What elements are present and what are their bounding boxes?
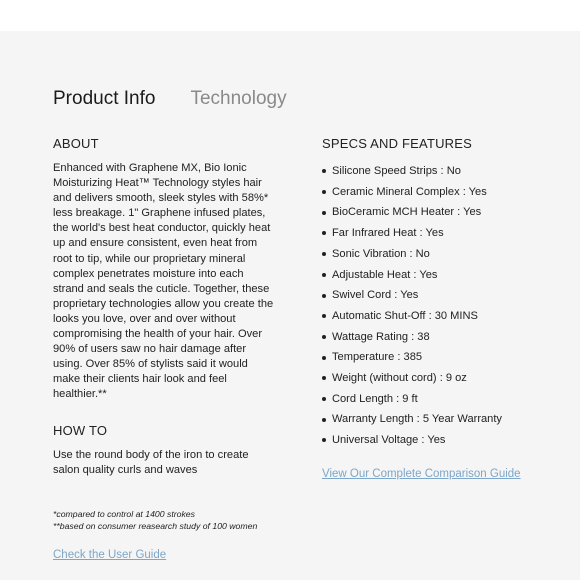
howto-heading: HOW TO — [53, 422, 108, 438]
howto-text: Use the round body of the iron to create salon quality curls and waves — [53, 448, 249, 476]
specs-heading: SPECS AND FEATURES — [322, 136, 473, 151]
spec-item: Cord Length : 9 ft — [322, 389, 562, 410]
about-text: Enhanced with Graphene MX, Bio Ionic Moisturizing Heat™ Technology styles hair and delivers smooth, sleek styles with 58%* less breakage. 1" Graphene infused plates, the world's best heat conductor, quickly heat up and ensure consistent, even heat from root to tip, while our proprietary mineral complex penetrates moisture into each strand and seals the cuticle. Together, these proprietary technologies allow you create the looks you love, over and over without compromising the health of your hair. Over 90% of users saw no hair damage after using. Over 85% of stylists said it would make their clients hair look and feel healthier.** — [53, 162, 274, 401]
footnote-1: *compared to control at 1400 strokes — [53, 508, 195, 519]
user-guide-link[interactable]: Check the User Guide — [53, 549, 167, 561]
spec-item: Weight (without cord) : 9 oz — [322, 368, 562, 389]
spec-item: Universal Voltage : Yes — [322, 430, 562, 451]
specs-column — [322, 136, 562, 482]
comparison-guide-link[interactable]: View Our Complete Comparison Guide — [322, 467, 521, 480]
bullet-icon — [322, 314, 326, 318]
spec-item: Silicone Speed Strips : No — [322, 161, 562, 182]
spec-item: Temperature : 385 — [322, 347, 562, 368]
bullet-icon — [322, 231, 326, 235]
product-tabs — [53, 88, 287, 110]
spec-item: Automatic Shut-Off : 30 MINS — [322, 306, 562, 327]
bullet-icon — [322, 211, 326, 215]
bullet-icon — [322, 273, 326, 277]
bullet-icon — [322, 169, 326, 173]
footnotes — [53, 508, 275, 533]
specs-list — [322, 161, 562, 451]
tab-technology[interactable]: Technology — [190, 88, 287, 109]
bullet-icon — [322, 376, 326, 380]
bullet-icon — [322, 438, 326, 442]
tab-product-info[interactable]: Product Info — [53, 88, 156, 109]
spec-item: Sonic Vibration : No — [322, 244, 562, 265]
spec-item: Ceramic Mineral Complex : Yes — [322, 182, 562, 203]
spec-item: Adjustable Heat : Yes — [322, 265, 562, 286]
howto-section — [53, 423, 275, 478]
bullet-icon — [322, 418, 326, 422]
about-column — [53, 136, 275, 533]
bullet-icon — [322, 397, 326, 401]
bullet-icon — [322, 294, 326, 298]
bullet-icon — [322, 335, 326, 339]
spec-item: BioCeramic MCH Heater : Yes — [322, 202, 562, 223]
about-heading: ABOUT — [53, 136, 99, 151]
footnote-2: **based on consumer reasearch study of 100 women — [53, 521, 258, 532]
bullet-icon — [322, 356, 326, 360]
spec-item: Swivel Cord : Yes — [322, 285, 562, 306]
bullet-icon — [322, 252, 326, 256]
spec-item: Wattage Rating : 38 — [322, 327, 562, 348]
bullet-icon — [322, 190, 326, 194]
spec-item: Far Infrared Heat : Yes — [322, 223, 562, 244]
spec-item: Warranty Length : 5 Year Warranty — [322, 409, 562, 430]
